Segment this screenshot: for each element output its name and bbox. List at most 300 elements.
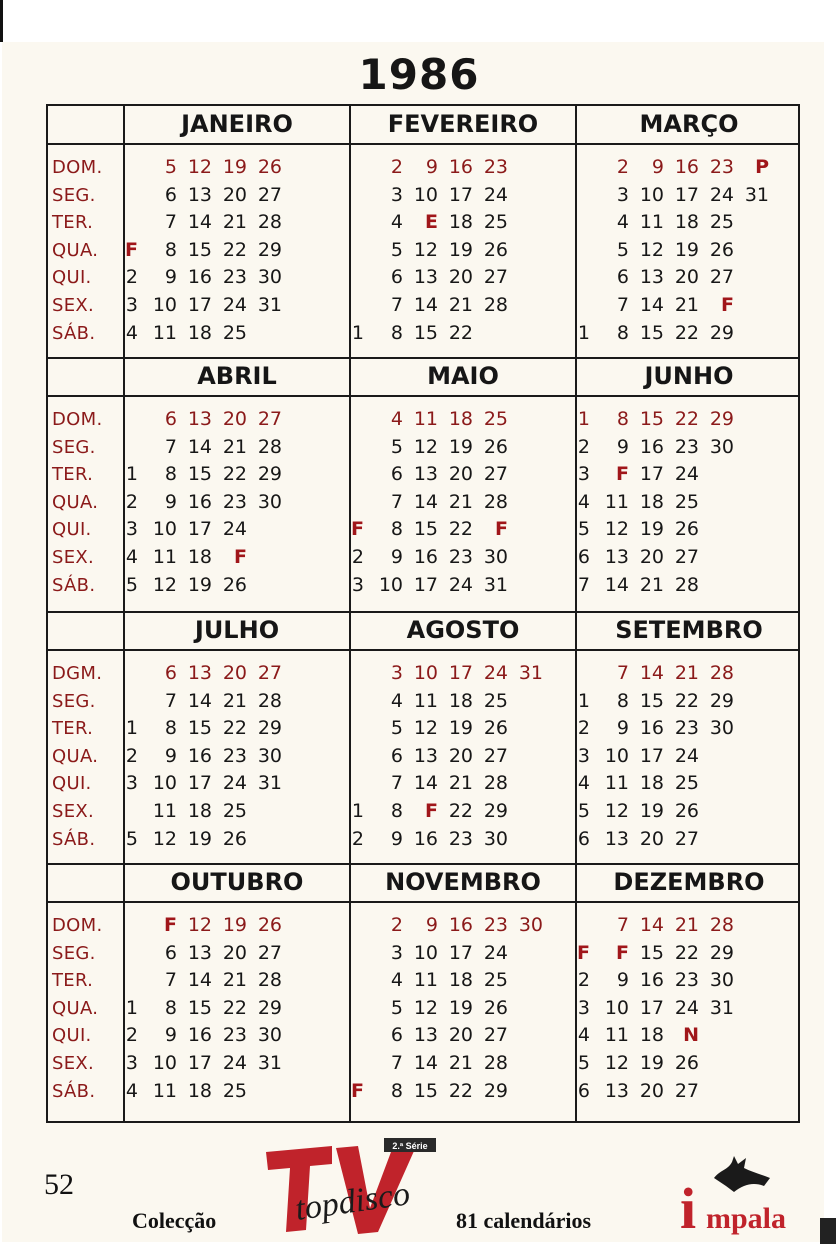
day-number: 20 xyxy=(674,266,699,289)
day-number: 20 xyxy=(639,1079,664,1102)
day-number: 26 xyxy=(222,573,247,596)
day-number: 3 xyxy=(577,463,590,486)
weekday-label: SEX. xyxy=(52,295,95,316)
day-number: 2 xyxy=(577,969,590,992)
day-number: 2 xyxy=(577,717,590,740)
day-number: 24 xyxy=(674,996,699,1019)
day-number: 20 xyxy=(222,941,247,964)
holiday-marker: F xyxy=(164,914,177,936)
day-number: 10 xyxy=(604,996,629,1019)
day-number: 11 xyxy=(413,689,438,712)
day-number: 20 xyxy=(222,408,247,430)
month-name: OUTUBRO xyxy=(170,868,304,896)
day-number: 4 xyxy=(390,969,403,992)
day-number: 4 xyxy=(125,1079,138,1102)
impala-wordmark: mpala xyxy=(706,1202,787,1235)
day-number: 23 xyxy=(222,266,247,289)
day-number: 28 xyxy=(257,969,282,992)
day-number: 10 xyxy=(413,183,438,206)
weekday-label: QUI. xyxy=(52,773,92,795)
day-number: 30 xyxy=(257,1024,282,1047)
day-number: 10 xyxy=(152,1052,177,1074)
day-number: 10 xyxy=(639,183,664,206)
weekday-label: SÁB. xyxy=(52,828,96,850)
day-number: 20 xyxy=(448,744,473,767)
day-number: 5 xyxy=(577,518,590,541)
day-number: 15 xyxy=(187,238,212,261)
month-name: JUNHO xyxy=(644,362,734,390)
day-number: 18 xyxy=(639,772,664,795)
day-number: 21 xyxy=(222,689,247,712)
day-number: 20 xyxy=(639,827,664,850)
day-number: 8 xyxy=(390,321,403,344)
day-number: 23 xyxy=(222,490,247,513)
day-number: 24 xyxy=(222,518,247,541)
weekday-label: DOM. xyxy=(52,915,103,936)
scan-edge-mark xyxy=(0,0,3,42)
day-number: 2 xyxy=(125,1024,138,1047)
scan-corner-mark xyxy=(820,1218,836,1244)
day-number: 31 xyxy=(257,772,282,795)
day-number: 17 xyxy=(448,183,473,206)
day-number: 28 xyxy=(483,490,508,513)
day-number: 3 xyxy=(351,573,364,596)
day-number: 19 xyxy=(639,800,664,822)
day-number: 26 xyxy=(709,238,734,261)
day-number: 13 xyxy=(413,266,438,289)
day-number: 23 xyxy=(709,156,734,178)
day-number: 20 xyxy=(448,1024,473,1047)
day-number: 4 xyxy=(577,1024,590,1047)
day-number: 4 xyxy=(390,211,403,234)
weekday-label: QUA. xyxy=(52,239,99,261)
day-number: 12 xyxy=(639,238,664,261)
day-number: 5 xyxy=(616,238,629,261)
day-number: 8 xyxy=(164,996,177,1019)
day-number: 16 xyxy=(413,827,438,850)
weekday-label: TER. xyxy=(52,464,94,486)
day-number: 10 xyxy=(378,573,403,596)
day-number: 31 xyxy=(744,183,769,206)
day-number: 1 xyxy=(351,800,364,822)
day-number: 13 xyxy=(604,1079,629,1102)
day-number: 26 xyxy=(483,996,508,1019)
day-number: 9 xyxy=(390,827,403,850)
day-number: 16 xyxy=(674,156,699,178)
day-number: 23 xyxy=(674,435,699,458)
weekday-label: QUA. xyxy=(52,491,99,513)
day-number: 6 xyxy=(390,744,403,767)
day-number: 19 xyxy=(448,238,473,261)
day-number: 14 xyxy=(639,662,664,684)
day-number: 6 xyxy=(577,827,590,850)
day-number: 24 xyxy=(483,183,508,206)
day-number: 26 xyxy=(674,1052,699,1074)
day-number: 16 xyxy=(413,546,438,568)
day-number: 21 xyxy=(448,772,473,795)
day-number: 25 xyxy=(483,211,508,234)
day-number: 23 xyxy=(448,546,473,568)
day-number: 29 xyxy=(709,408,734,430)
day-number: 31 xyxy=(257,1052,282,1074)
day-number: 19 xyxy=(674,238,699,261)
day-number: 23 xyxy=(222,744,247,767)
day-number: 24 xyxy=(222,772,247,795)
holiday-marker: N xyxy=(683,1024,699,1047)
day-number: 3 xyxy=(125,294,138,316)
day-number: 7 xyxy=(390,1052,403,1074)
day-number: 15 xyxy=(187,717,212,740)
day-number: 23 xyxy=(483,914,508,936)
day-number: 11 xyxy=(639,211,664,234)
day-number: 6 xyxy=(164,662,177,684)
impala-antelope-icon xyxy=(714,1156,770,1192)
day-number: 26 xyxy=(483,238,508,261)
day-number: 9 xyxy=(164,490,177,513)
day-number: 14 xyxy=(639,294,664,316)
day-number: 12 xyxy=(187,914,212,936)
day-number: 24 xyxy=(483,662,508,684)
day-number: 21 xyxy=(674,914,699,936)
month-name: AGOSTO xyxy=(406,616,520,644)
day-number: 22 xyxy=(222,717,247,740)
day-number: 6 xyxy=(616,266,629,289)
day-number: 13 xyxy=(413,1024,438,1047)
day-number: 14 xyxy=(604,573,629,596)
day-number: 20 xyxy=(222,183,247,206)
series-badge: 2.ª Série xyxy=(392,1141,428,1151)
holiday-marker: F xyxy=(721,294,734,316)
day-number: 20 xyxy=(448,463,473,486)
day-number: 26 xyxy=(674,518,699,541)
day-number: 24 xyxy=(222,294,247,316)
day-number: 6 xyxy=(390,266,403,289)
day-number: 6 xyxy=(577,1079,590,1102)
weekday-label: QUA. xyxy=(52,745,99,767)
day-number: 18 xyxy=(448,211,473,234)
day-number: 10 xyxy=(604,744,629,767)
day-number: 11 xyxy=(413,969,438,992)
day-number: 30 xyxy=(709,717,734,740)
holiday-marker: F xyxy=(351,1079,364,1102)
day-number: 23 xyxy=(222,1024,247,1047)
month-name: JULHO xyxy=(194,616,280,644)
day-number: 22 xyxy=(222,463,247,486)
day-number: 22 xyxy=(674,941,699,964)
day-number: 27 xyxy=(257,408,282,430)
day-number: 29 xyxy=(257,463,282,486)
day-number: 7 xyxy=(164,435,177,458)
day-number: 9 xyxy=(425,156,438,178)
day-number: 27 xyxy=(257,662,282,684)
day-number: 31 xyxy=(709,996,734,1019)
day-number: 9 xyxy=(616,435,629,458)
day-number: 27 xyxy=(674,1079,699,1102)
day-number: 2 xyxy=(351,827,364,850)
day-number: 7 xyxy=(390,772,403,795)
day-number: 30 xyxy=(257,490,282,513)
day-number: 12 xyxy=(413,717,438,740)
day-number: 28 xyxy=(257,689,282,712)
day-number: 25 xyxy=(222,1079,247,1102)
day-number: 17 xyxy=(448,662,473,684)
day-number: 13 xyxy=(187,183,212,206)
day-number: 11 xyxy=(604,772,629,795)
calendar-year: 1986 xyxy=(358,50,480,99)
day-number: 19 xyxy=(448,996,473,1019)
collection-label: Colecção xyxy=(132,1208,217,1233)
day-number: 9 xyxy=(425,914,438,936)
day-number: 28 xyxy=(674,573,699,596)
day-number: 5 xyxy=(577,800,590,822)
day-number: 27 xyxy=(257,183,282,206)
day-number: 1 xyxy=(125,463,138,486)
day-number: 21 xyxy=(674,294,699,316)
day-number: 31 xyxy=(483,573,508,596)
month-header-divider xyxy=(48,649,798,651)
day-number: 7 xyxy=(390,294,403,316)
day-number: 19 xyxy=(222,914,247,936)
day-number: 28 xyxy=(709,662,734,684)
day-number: 14 xyxy=(413,294,438,316)
day-number: 13 xyxy=(604,546,629,568)
day-number: 7 xyxy=(164,689,177,712)
impala-initial: i xyxy=(680,1176,697,1236)
day-number: 4 xyxy=(577,490,590,513)
day-number: 5 xyxy=(390,996,403,1019)
day-number: 30 xyxy=(483,827,508,850)
day-number: 9 xyxy=(616,717,629,740)
day-number: 1 xyxy=(125,996,138,1019)
day-number: 17 xyxy=(187,772,212,795)
day-number: 2 xyxy=(390,156,403,178)
day-number: 8 xyxy=(164,717,177,740)
day-number: 14 xyxy=(413,1052,438,1074)
day-number: 3 xyxy=(125,1052,138,1074)
day-number: 26 xyxy=(257,914,282,936)
day-number: 28 xyxy=(483,772,508,795)
day-number: 16 xyxy=(639,435,664,458)
day-number: 11 xyxy=(152,800,177,822)
weekday-label: SEG. xyxy=(52,942,96,964)
day-number: 23 xyxy=(448,827,473,850)
day-number: 14 xyxy=(187,435,212,458)
day-number: 6 xyxy=(390,1024,403,1047)
day-number: 17 xyxy=(187,518,212,541)
day-number: 10 xyxy=(152,294,177,316)
month-name: NOVEMBRO xyxy=(385,868,541,896)
day-number: 9 xyxy=(164,266,177,289)
day-number: 10 xyxy=(413,941,438,964)
day-number: 23 xyxy=(674,717,699,740)
day-number: 7 xyxy=(616,662,629,684)
weekday-label: DGM. xyxy=(52,663,103,684)
calendar-grid xyxy=(46,104,800,1123)
day-number: 12 xyxy=(413,996,438,1019)
day-number: 16 xyxy=(448,156,473,178)
day-number: 7 xyxy=(390,490,403,513)
day-number: 5 xyxy=(577,1052,590,1074)
day-number: 11 xyxy=(152,546,177,568)
day-number: 5 xyxy=(390,435,403,458)
day-number: 11 xyxy=(604,1024,629,1047)
day-number: 7 xyxy=(616,294,629,316)
weekday-label: SEX. xyxy=(52,1053,95,1074)
day-number: 29 xyxy=(709,689,734,712)
day-number: 2 xyxy=(351,546,364,568)
weekday-label: DOM. xyxy=(52,157,103,178)
day-number: 25 xyxy=(222,800,247,822)
day-number: 15 xyxy=(639,941,664,964)
month-header-divider xyxy=(48,395,798,397)
day-number: 4 xyxy=(125,546,138,568)
month-name: SETEMBRO xyxy=(615,616,763,644)
day-number: 28 xyxy=(257,211,282,234)
day-number: 27 xyxy=(674,827,699,850)
day-number: 19 xyxy=(187,827,212,850)
holiday-marker: P xyxy=(755,156,769,178)
day-number: 21 xyxy=(448,294,473,316)
day-number: 6 xyxy=(164,408,177,430)
holiday-marker: F xyxy=(616,463,629,486)
month-name: JANEIRO xyxy=(181,110,293,138)
day-number: 2 xyxy=(616,156,629,178)
day-number: 2 xyxy=(577,435,590,458)
day-number: 7 xyxy=(164,969,177,992)
day-number: 24 xyxy=(674,463,699,486)
day-number: 15 xyxy=(413,1079,438,1102)
day-number: 3 xyxy=(390,941,403,964)
day-number: 28 xyxy=(709,914,734,936)
day-number: 18 xyxy=(448,969,473,992)
day-number: 17 xyxy=(448,941,473,964)
day-number: 4 xyxy=(616,211,629,234)
day-number: 22 xyxy=(674,408,699,430)
weekday-label: QUI. xyxy=(52,267,92,289)
day-number: 29 xyxy=(483,1079,508,1102)
weekday-label: DOM. xyxy=(52,409,103,430)
day-number: 27 xyxy=(674,546,699,568)
day-number: 30 xyxy=(709,969,734,992)
holiday-marker: F xyxy=(425,800,438,822)
holiday-marker: F xyxy=(234,546,247,568)
day-number: 22 xyxy=(448,800,473,822)
weekday-label: SEG. xyxy=(52,436,96,458)
day-number: 12 xyxy=(413,435,438,458)
day-number: 9 xyxy=(164,744,177,767)
holiday-marker: F xyxy=(125,238,138,261)
day-number: 16 xyxy=(639,969,664,992)
weekday-label: SÁB. xyxy=(52,1080,96,1102)
day-number: 18 xyxy=(639,490,664,513)
day-number: 24 xyxy=(448,573,473,596)
day-number: 2 xyxy=(125,744,138,767)
day-number: 19 xyxy=(448,717,473,740)
day-number: 10 xyxy=(152,518,177,541)
day-number: 26 xyxy=(674,800,699,822)
day-number: 5 xyxy=(125,827,138,850)
day-number: 19 xyxy=(222,156,247,178)
day-number: 21 xyxy=(448,490,473,513)
day-number: 11 xyxy=(152,321,177,344)
day-number: 16 xyxy=(187,744,212,767)
day-number: 3 xyxy=(616,183,629,206)
day-number: 12 xyxy=(152,573,177,596)
day-number: 17 xyxy=(639,463,664,486)
day-number: 30 xyxy=(709,435,734,458)
day-number: 22 xyxy=(448,321,473,344)
day-number: 25 xyxy=(483,689,508,712)
weekday-label: QUI. xyxy=(52,519,92,541)
day-number: 18 xyxy=(448,689,473,712)
day-number: 21 xyxy=(639,573,664,596)
day-number: 3 xyxy=(577,996,590,1019)
month-name: MAIO xyxy=(427,362,499,390)
day-number: 13 xyxy=(413,463,438,486)
day-number: 3 xyxy=(390,662,403,684)
weekday-label: SÁB. xyxy=(52,322,96,344)
day-number: 14 xyxy=(413,490,438,513)
month-name: DEZEMBRO xyxy=(613,868,765,896)
day-number: 18 xyxy=(187,800,212,822)
day-number: 30 xyxy=(518,914,543,936)
day-number: 21 xyxy=(222,969,247,992)
day-number: 14 xyxy=(639,914,664,936)
day-number: 18 xyxy=(187,546,212,568)
day-number: 30 xyxy=(483,546,508,568)
day-number: 20 xyxy=(222,662,247,684)
day-number: 22 xyxy=(222,996,247,1019)
day-number: 11 xyxy=(413,408,438,430)
day-number: 17 xyxy=(187,1052,212,1074)
day-number: 25 xyxy=(674,772,699,795)
day-number: 16 xyxy=(187,266,212,289)
day-number: 1 xyxy=(125,717,138,740)
weekday-label: TER. xyxy=(52,970,94,992)
day-number: 15 xyxy=(639,408,664,430)
day-number: 29 xyxy=(257,238,282,261)
day-number: 29 xyxy=(709,321,734,344)
day-number: 2 xyxy=(125,266,138,289)
day-number: 28 xyxy=(483,294,508,316)
day-number: 17 xyxy=(639,996,664,1019)
month-header-divider xyxy=(48,143,798,145)
day-number: 27 xyxy=(483,1024,508,1047)
day-number: 27 xyxy=(483,463,508,486)
day-number: 8 xyxy=(164,238,177,261)
day-number: 22 xyxy=(448,1079,473,1102)
day-number: 26 xyxy=(483,435,508,458)
day-number: 14 xyxy=(187,689,212,712)
day-number: 1 xyxy=(577,408,590,430)
holiday-marker: E xyxy=(425,211,438,234)
day-number: 3 xyxy=(577,744,590,767)
day-number: 22 xyxy=(222,238,247,261)
weekday-label: TER. xyxy=(52,718,94,740)
day-number: 26 xyxy=(222,827,247,850)
day-number: 5 xyxy=(125,573,138,596)
day-number: 28 xyxy=(483,1052,508,1074)
day-number: 13 xyxy=(187,941,212,964)
day-number: 15 xyxy=(187,463,212,486)
day-number: 4 xyxy=(577,772,590,795)
holiday-marker: F xyxy=(577,941,590,964)
day-number: 4 xyxy=(125,321,138,344)
day-number: 3 xyxy=(125,518,138,541)
day-number: 20 xyxy=(448,266,473,289)
day-number: 1 xyxy=(351,321,364,344)
day-number: 26 xyxy=(257,156,282,178)
